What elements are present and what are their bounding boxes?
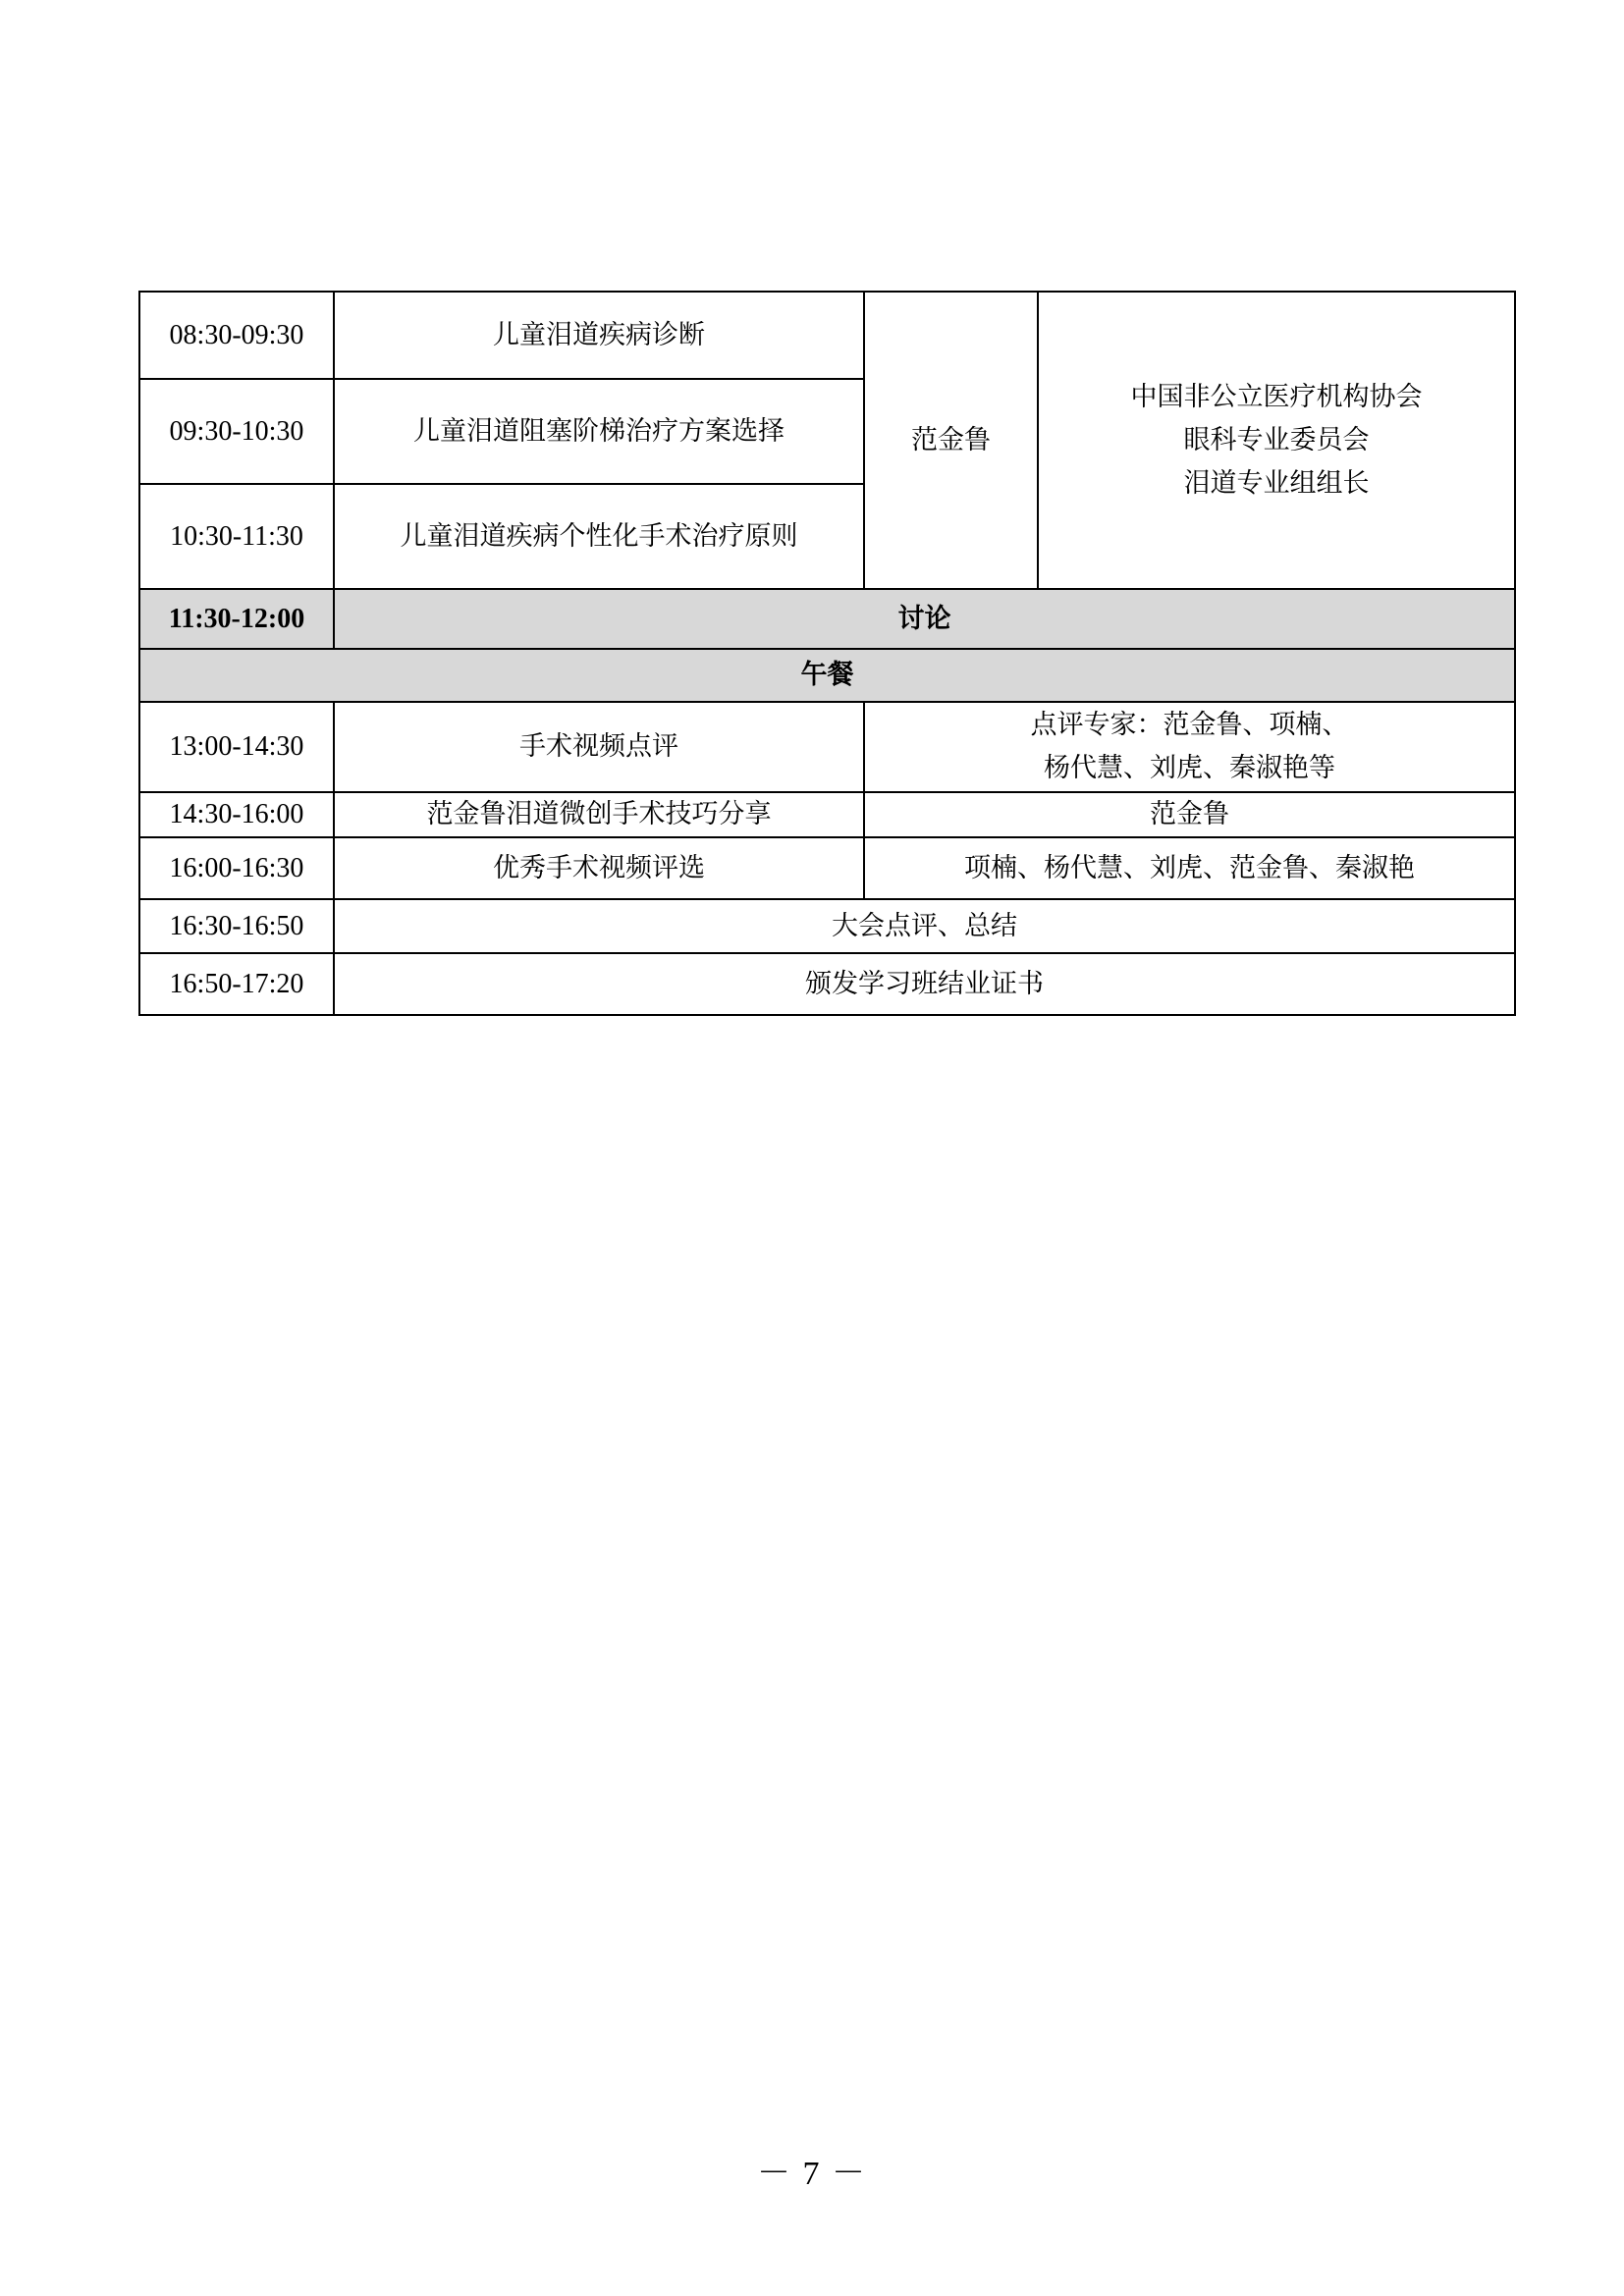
lunch-label: 午餐 <box>139 649 1515 702</box>
table-row <box>139 899 1515 953</box>
speaker-line: 点评专家：范金鲁、项楠、 <box>1030 710 1349 740</box>
discussion-row <box>139 589 1515 649</box>
table-row <box>139 792 1515 837</box>
session-topic: 手术视频点评 <box>334 702 864 792</box>
session-time: 16:50-17:20 <box>139 953 334 1015</box>
session-topic: 颁发学习班结业证书 <box>334 953 1515 1015</box>
session-time: 16:00-16:30 <box>139 837 334 899</box>
table-row <box>139 292 1515 379</box>
table-row <box>139 837 1515 899</box>
table-row <box>139 702 1515 792</box>
session-topic: 儿童泪道阻塞阶梯治疗方案选择 <box>334 379 864 484</box>
session-time: 09:30-10:30 <box>139 379 334 484</box>
speaker-title-line: 中国非公立医疗机构协会 <box>1130 381 1423 412</box>
speaker-title-line: 眼科专业委员会 <box>1183 424 1370 455</box>
schedule-table <box>138 291 1516 1016</box>
session-speaker: 范金鲁 <box>864 792 1515 837</box>
table-row <box>139 953 1515 1015</box>
session-time: 08:30-09:30 <box>139 292 334 379</box>
session-time: 10:30-11:30 <box>139 484 334 589</box>
session-topic: 儿童泪道疾病个性化手术治疗原则 <box>334 484 864 589</box>
discussion-time: 11:30-12:00 <box>139 589 334 649</box>
morning-speaker-title <box>1038 292 1515 589</box>
morning-speaker: 范金鲁 <box>864 292 1038 589</box>
session-topic: 优秀手术视频评选 <box>334 837 864 899</box>
page-number: － 7 － <box>757 2156 867 2192</box>
speaker-line: 杨代慧、刘虎、秦淑艳等 <box>1044 753 1335 783</box>
speaker-title-line: 泪道专业组组长 <box>1183 467 1370 499</box>
session-time: 13:00-14:30 <box>139 702 334 792</box>
lunch-row <box>139 649 1515 702</box>
session-time: 16:30-16:50 <box>139 899 334 953</box>
discussion-label: 讨论 <box>334 589 1515 649</box>
session-speaker <box>864 702 1515 792</box>
session-topic: 儿童泪道疾病诊断 <box>334 292 864 379</box>
session-topic: 范金鲁泪道微创手术技巧分享 <box>334 792 864 837</box>
session-time: 14:30-16:00 <box>139 792 334 837</box>
session-topic: 大会点评、总结 <box>334 899 1515 953</box>
session-speaker: 项楠、杨代慧、刘虎、范金鲁、秦淑艳 <box>864 837 1515 899</box>
